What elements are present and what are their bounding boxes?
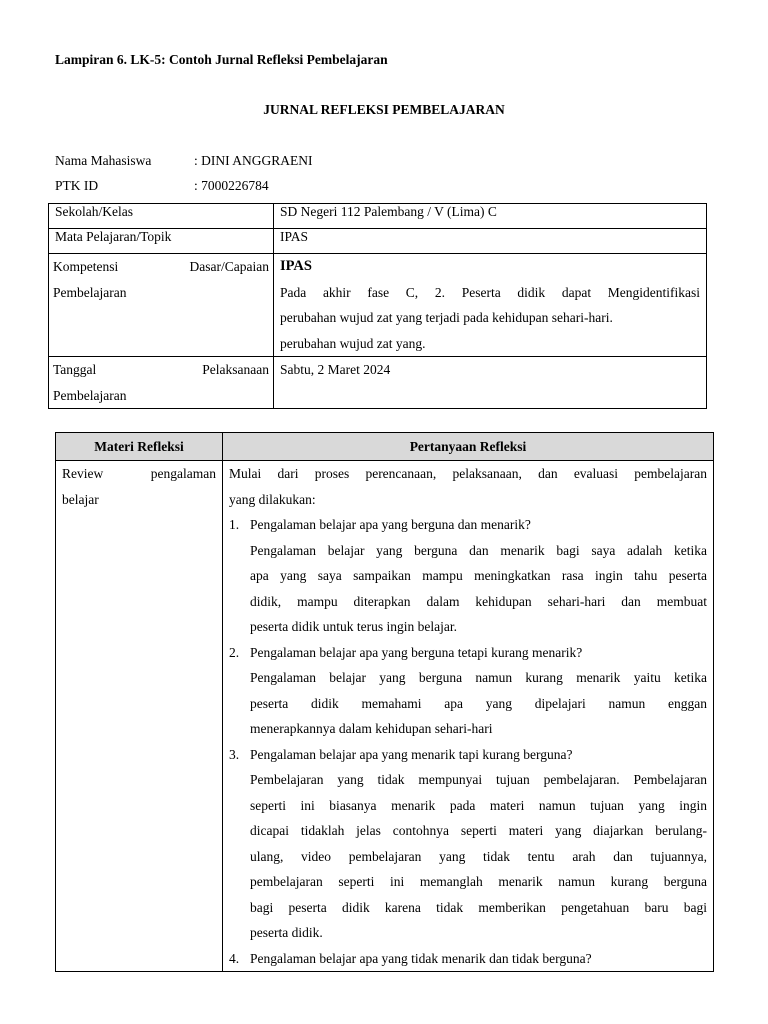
kompetensi-value: IPAS Pada akhir fase C, 2. Peserta didik dapat Mengidentifikasi perubahan wujud zat yang terjadi pada kehidupan sehari-hari. perubahan wujud zat yang. bbox=[274, 254, 707, 357]
lampiran-heading: Lampiran 6. LK-5: Contoh Jurnal Refleksi Pembelajaran bbox=[55, 52, 388, 67]
tanggal-value: Sabtu, 2 Maret 2024 bbox=[274, 357, 707, 409]
materi-header: Materi Refleksi bbox=[56, 433, 223, 461]
document-title: JURNAL REFLEKSI PEMBELAJARAN bbox=[263, 102, 505, 117]
info-table bbox=[48, 203, 707, 409]
reflection-item-2: 2. Pengalaman belajar apa yang berguna tetapi kurang menarik? Pengalaman belajar yang berguna namun kurang menarik yaitu ketika peserta didik memahami apa yang dipelajari namun enggan menerapkannya dalam kehidupan sehari-hari bbox=[229, 644, 707, 736]
materi-cell: Review pengalaman belajar bbox=[56, 461, 223, 972]
school-label: Sekolah/Kelas bbox=[49, 204, 274, 229]
reflection-table bbox=[55, 432, 714, 972]
subject-label: Mata Pelajaran/Topik bbox=[49, 229, 274, 254]
reflection-item-4: 4. Pengalaman belajar apa yang tidak menarik dan tidak berguna? bbox=[229, 950, 592, 966]
kompetensi-label: Kompetensi Dasar/Capaian Pembelajaran bbox=[49, 254, 274, 357]
ptk-id-value: : 7000226784 bbox=[194, 178, 269, 193]
intro-line: yang dilakukan: bbox=[229, 491, 316, 507]
student-name-label: Nama Mahasiswa bbox=[55, 153, 152, 168]
reflection-item-1: 1. Pengalaman belajar apa yang berguna dan menarik? Pengalaman belajar yang berguna dan menarik bagi saya adalah ketika apa yang saya sampaikan mampu meningkatkan rasa ingin tahu peserta didik, mampu diterapkan dalam kehidupan sehari-hari dan membuat peserta didik untuk terus ingin belajar. bbox=[229, 517, 707, 634]
pertanyaan-header: Pertanyaan Refleksi bbox=[223, 433, 714, 461]
student-name-value: : DINI ANGGRAENI bbox=[194, 153, 313, 168]
intro-line: Mulai dari proses perencanaan, pelaksanaan, dan evaluasi pembelajaran bbox=[229, 466, 707, 481]
tanggal-label: Tanggal Pelaksanaan Pembelajaran bbox=[49, 357, 274, 409]
reflection-item-3: 3. Pengalaman belajar apa yang menarik tapi kurang berguna? Pembelajaran yang tidak mempunyai tujuan pembelajaran. Pembelajaran seperti ini biasanya menarik pada materi namun tujuan yang ingin dicapai tidaklah jelas contohnya seperti materi yang diajarkan berulang- ulang, video pembelajaran yang tidak tentu arah dan tujuannya, pembelajaran seperti ini memanglah menarik namun kurang berguna bagi peserta didik karena tidak memberikan pengetahuan baru bagi peserta didik. bbox=[229, 746, 707, 940]
ptk-id-label: PTK ID bbox=[55, 178, 99, 193]
subject-value: IPAS bbox=[274, 229, 707, 254]
school-value: SD Negeri 112 Palembang / V (Lima) C bbox=[274, 204, 707, 229]
pertanyaan-cell bbox=[223, 461, 714, 972]
